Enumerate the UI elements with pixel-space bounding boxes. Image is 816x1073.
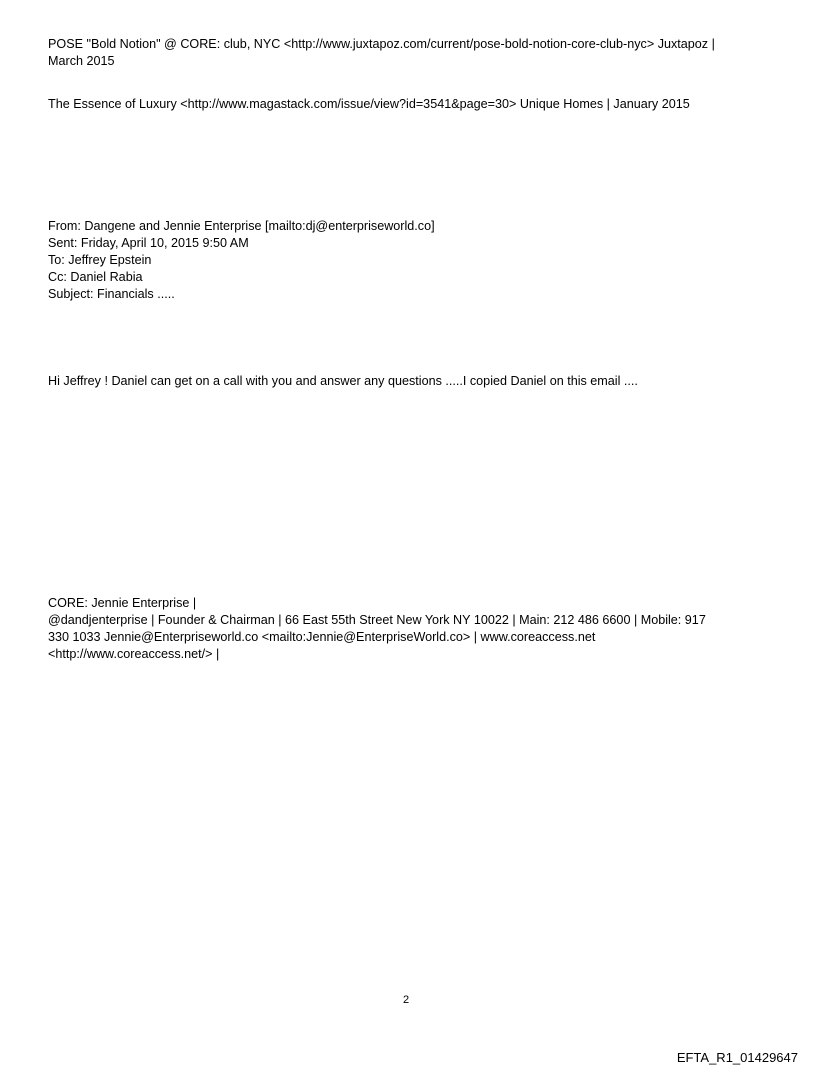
press-item-2: The Essence of Luxury <http://www.magastack.com/issue/view?id=3541&page=30> Unique Homes | January 2015 bbox=[48, 97, 690, 111]
to-line: To: Jeffrey Epstein bbox=[48, 253, 152, 267]
cc-line: Cc: Daniel Rabia bbox=[48, 270, 143, 284]
email-body: Hi Jeffrey ! Daniel can get on a call with you and answer any questions .....I copied Daniel on this email .... bbox=[48, 374, 638, 388]
document-id: EFTA_R1_01429647 bbox=[676, 1050, 798, 1065]
signature-line: 330 1033 Jennie@Enterpriseworld.co <mailto:Jennie@EnterpriseWorld.co> | www.coreaccess.net bbox=[48, 630, 596, 644]
subject-line: Subject: Financials ..... bbox=[48, 287, 175, 301]
page-number: 2 bbox=[403, 994, 410, 1006]
signature-line: <http://www.coreaccess.net/> | bbox=[48, 647, 220, 661]
signature-line: @dandjenterprise | Founder & Chairman | 66 East 55th Street New York NY 10022 | Main: 212 486 6600 | Mobile: 917 bbox=[48, 613, 706, 627]
sent-line: Sent: Friday, April 10, 2015 9:50 AM bbox=[48, 236, 249, 250]
from-line: From: Dangene and Jennie Enterprise [mailto:dj@enterpriseworld.co] bbox=[48, 219, 435, 233]
signature-line: CORE: Jennie Enterprise | bbox=[48, 596, 197, 610]
press-item-text: March 2015 bbox=[48, 54, 115, 68]
press-item-text: POSE "Bold Notion" @ CORE: club, NYC <http://www.juxtapoz.com/current/pose-bold-notion-core-club-nyc> Juxtapoz | bbox=[48, 37, 715, 51]
